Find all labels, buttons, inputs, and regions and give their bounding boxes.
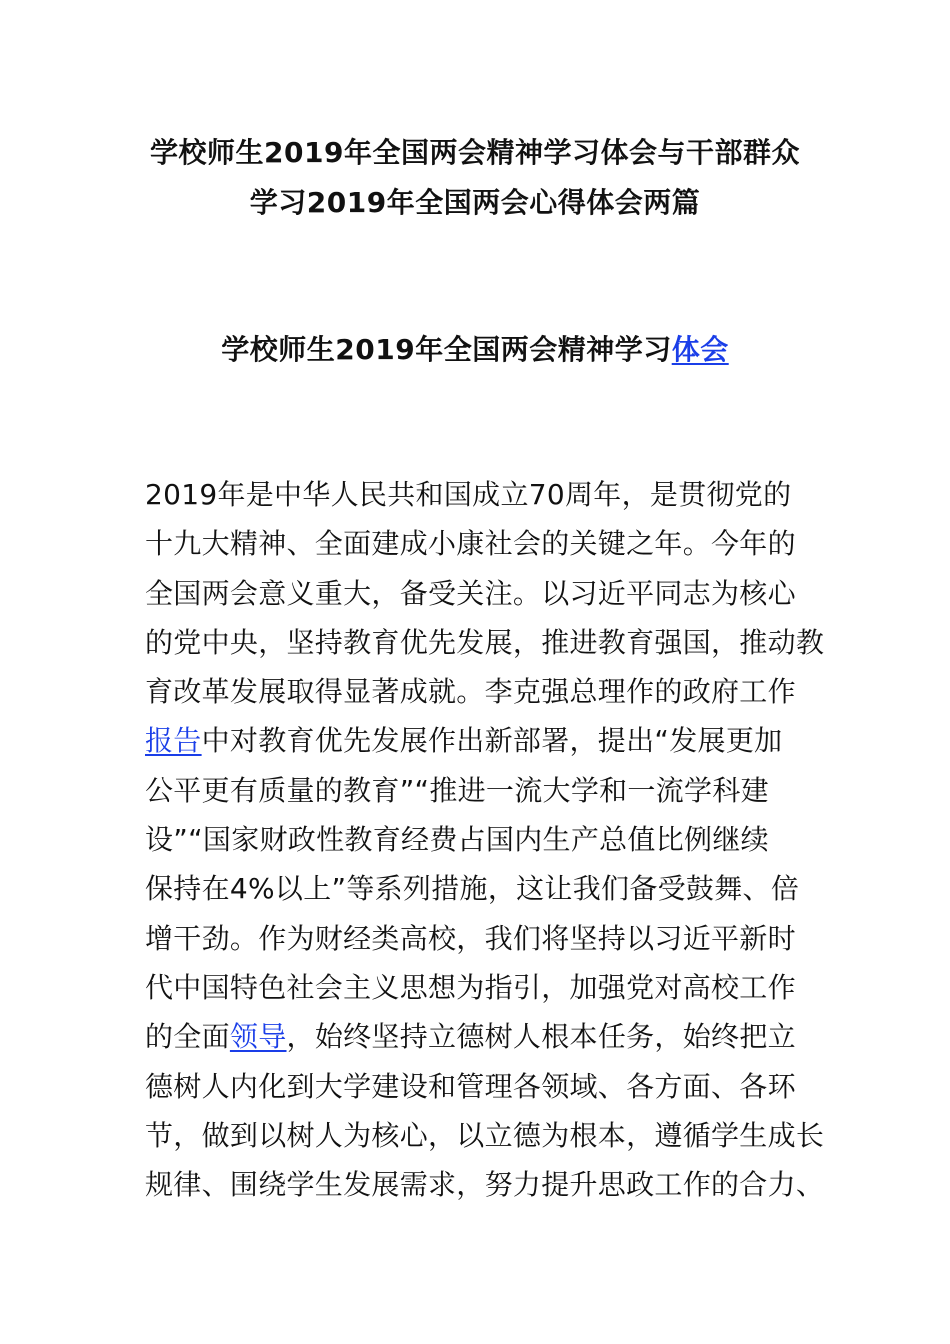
body-line: 节，做到以树人为核心，以立德为根本，遵循学生成长 [145,1118,825,1152]
title-line-1: 学校师生2019年全国两会精神学习体会与干部群众 [150,136,800,169]
section-heading-text: 学校师生2019年全国两会精神学习 [221,333,672,366]
body-line: 2019年是中华人民共和国成立70周年，是贯彻党的 [145,478,792,511]
body-text-segment: 中对教育优先发展作出新部署，提出“发展更加 [201,724,783,758]
section-heading [60,325,890,375]
report-link[interactable]: 报告 [145,724,202,758]
body-line: 公平更有质量的教育”“推进一流大学和一流学科建 [145,773,769,807]
body-line: 十九大精神、全面建成小康社会的关键之年。今年的 [145,527,796,561]
body-line: 保持在4%以上”等系列措施，这让我们备受鼓舞、倍 [145,872,800,906]
leadership-link[interactable]: 领导 [229,1020,287,1054]
section-heading-link[interactable]: 体会 [671,333,729,366]
body-line: 育改革发展取得显著成就。李克强总理作的政府工作 [145,675,796,709]
body-paragraph [145,470,825,1209]
body-text-segment: 的全面 [145,1020,230,1054]
body-line: 规律、围绕学生发展需求，努力提升思政工作的合力、 [145,1168,825,1202]
body-line: 代中国特色社会主义思想为指引，加强党对高校工作 [145,970,796,1004]
body-text-segment: ，始终坚持立德树人根本任务，始终把立 [286,1020,796,1054]
body-line: 设”“国家财政性教育经费占国内生产总值比例继续 [145,823,769,857]
title-line-2: 学习2019年全国两会心得体会两篇 [249,186,701,219]
body-line: 的党中央，坚持教育优先发展，推进教育强国，推动教 [145,625,825,659]
body-line [145,1012,810,1061]
body-line: 德树人内化到大学建设和管理各领域、各方面、各环 [145,1069,796,1103]
body-line: 全国两会意义重大，备受关注。以习近平同志为核心 [145,576,796,610]
body-line: 增干劲。作为财经类高校，我们将坚持以习近平新时 [145,921,796,955]
body-line [145,716,810,765]
document-title [60,128,890,228]
